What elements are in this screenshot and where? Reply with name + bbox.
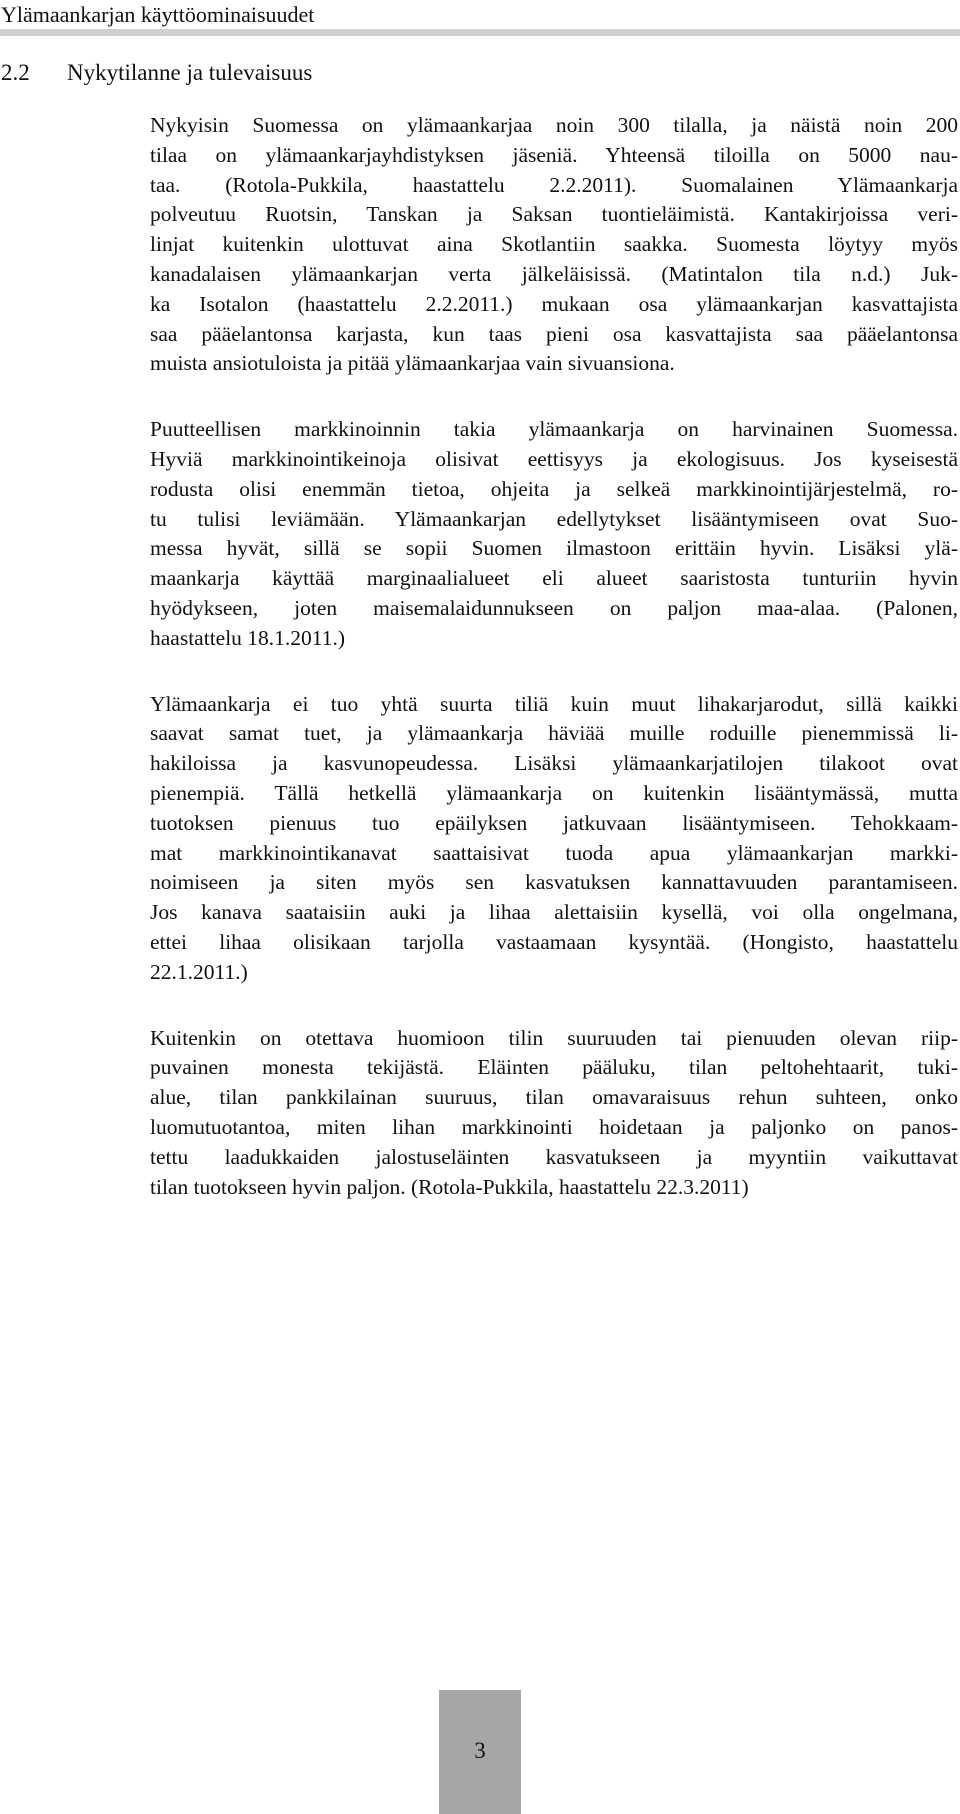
paragraph (150, 111, 958, 379)
header-rule (0, 29, 960, 36)
text-line: saa pääelantonsa karjasta, kun taas pieni osa kasvattajista saa pääelantonsa (150, 321, 958, 346)
text-line: hakiloissa ja kasvunopeudessa. Lisäksi ylämaankarjatilojen tilakoot ovat (150, 751, 958, 776)
page-number-box (439, 1690, 521, 1814)
text-line: messa hyvät, sillä se sopii Suomen ilmastoon erittäin hyvin. Lisäksi ylä- (150, 536, 958, 561)
text-line: 22.1.2011.) (150, 959, 248, 984)
text-line: tuotoksen pienuus tuo epäilyksen jatkuvaan lisääntymiseen. Tehokkaam- (150, 810, 958, 835)
paragraph (150, 415, 958, 653)
text-line: alue, tilan pankkilainan suuruus, tilan omavaraisuus rehun suhteen, onko (150, 1085, 958, 1110)
text-line: haastattelu 18.1.2011.) (150, 625, 346, 650)
text-line: polveutuu Ruotsin, Tanskan ja Saksan tuontieläimistä. Kantakirjoissa veri- (150, 202, 958, 227)
text-line: mat markkinointikanavat saattaisivat tuoda apua ylämaankarjan markki- (150, 840, 958, 865)
text-line: hyödykseen, joten maisemalaidunnukseen on paljon maa-alaa. (Palonen, (150, 595, 958, 620)
text-line: kanadalaisen ylämaankarjan verta jälkeläisissä. (Matintalon tila n.d.) Juk- (150, 261, 958, 286)
text-line: taa. (Rotola-Pukkila, haastattelu 2.2.2011). Suomalainen Ylämaankarja (150, 172, 958, 197)
text-line: muista ansiotuloista ja pitää ylämaankarjaa vain sivuansiona. (150, 351, 675, 376)
text-line: tilaa on ylämaankarjayhdistyksen jäseniä. Yhteensä tiloilla on 5000 nau- (150, 142, 958, 167)
text-line: Nykyisin Suomessa on ylämaankarjaa noin 300 tilalla, ja näistä noin 200 (150, 113, 958, 137)
document-title: Ylämaankarjan käyttöominaisuudet (1, 2, 315, 27)
text-line: Puutteellisen markkinoinnin takia ylämaankarja on harvinainen Suomessa. (150, 417, 958, 442)
text-line: Ylämaankarja ei tuo yhtä suurta tiliä kuin muut lihakarjarodut, sillä kaikki (150, 691, 958, 716)
text-line: tu tulisi leviämään. Ylämaankarjan edellytykset lisääntymiseen ovat Suo- (150, 506, 958, 531)
text-line: Kuitenkin on otettava huomioon tilin suuruuden tai pienuuden olevan riip- (150, 1025, 958, 1050)
text-line: ettei lihaa olisikaan tarjolla vastaamaan kysyntää. (Hongisto, haastattelu (150, 929, 958, 954)
text-line: luomutuotantoa, miten lihan markkinointi hoidetaan ja paljonko on panos- (150, 1114, 958, 1139)
text-line: maankarja käyttää marginaalialueet eli alueet saaristosta tunturiin hyvin (150, 566, 958, 591)
text-line: noimiseen ja siten myös sen kasvatuksen kannattavuuden parantamiseen. (150, 870, 958, 895)
text-line: puvainen monesta tekijästä. Eläinten pääluku, tilan peltohehtaarit, tuki- (150, 1055, 958, 1080)
running-header (0, 0, 960, 30)
text-line: linjat kuitenkin ulottuvat aina Skotlantiin saakka. Suomesta löytyy myös (150, 232, 958, 257)
body-text (150, 111, 958, 1238)
text-line: Jos kanava saataisiin auki ja lihaa alettaisiin kysellä, voi olla ongelmana, (150, 900, 958, 925)
text-line: rodusta olisi enemmän tietoa, ohjeita ja selkeä markkinointijärjestelmä, ro- (150, 476, 958, 501)
text-line: saavat samat tuet, ja ylämaankarja häviää muille roduille pienemmissä li- (150, 721, 958, 746)
text-line: tettu laadukkaiden jalostuseläinten kasvatukseen ja myyntiin vaikuttavat (150, 1144, 958, 1169)
text-line: pienempiä. Tällä hetkellä ylämaankarja on kuitenkin lisääntymässä, mutta (150, 780, 958, 805)
page-number: 3 (474, 1738, 486, 1763)
text-line: Hyviä markkinointikeinoja olisivat eettisyys ja ekologisuus. Jos kyseisestä (150, 446, 958, 471)
paragraph (150, 690, 958, 988)
section-heading (1, 58, 312, 88)
text-line: tilan tuotokseen hyvin paljon. (Rotola-Pukkila, haastattelu 22.3.2011) (150, 1174, 749, 1199)
paragraph (150, 1024, 958, 1203)
section-number: 2.2 (1, 60, 30, 85)
text-line: ka Isotalon (haastattelu 2.2.2011.) mukaan osa ylämaankarjan kasvattajista (150, 291, 958, 316)
section-title: Nykytilanne ja tulevaisuus (67, 60, 313, 85)
